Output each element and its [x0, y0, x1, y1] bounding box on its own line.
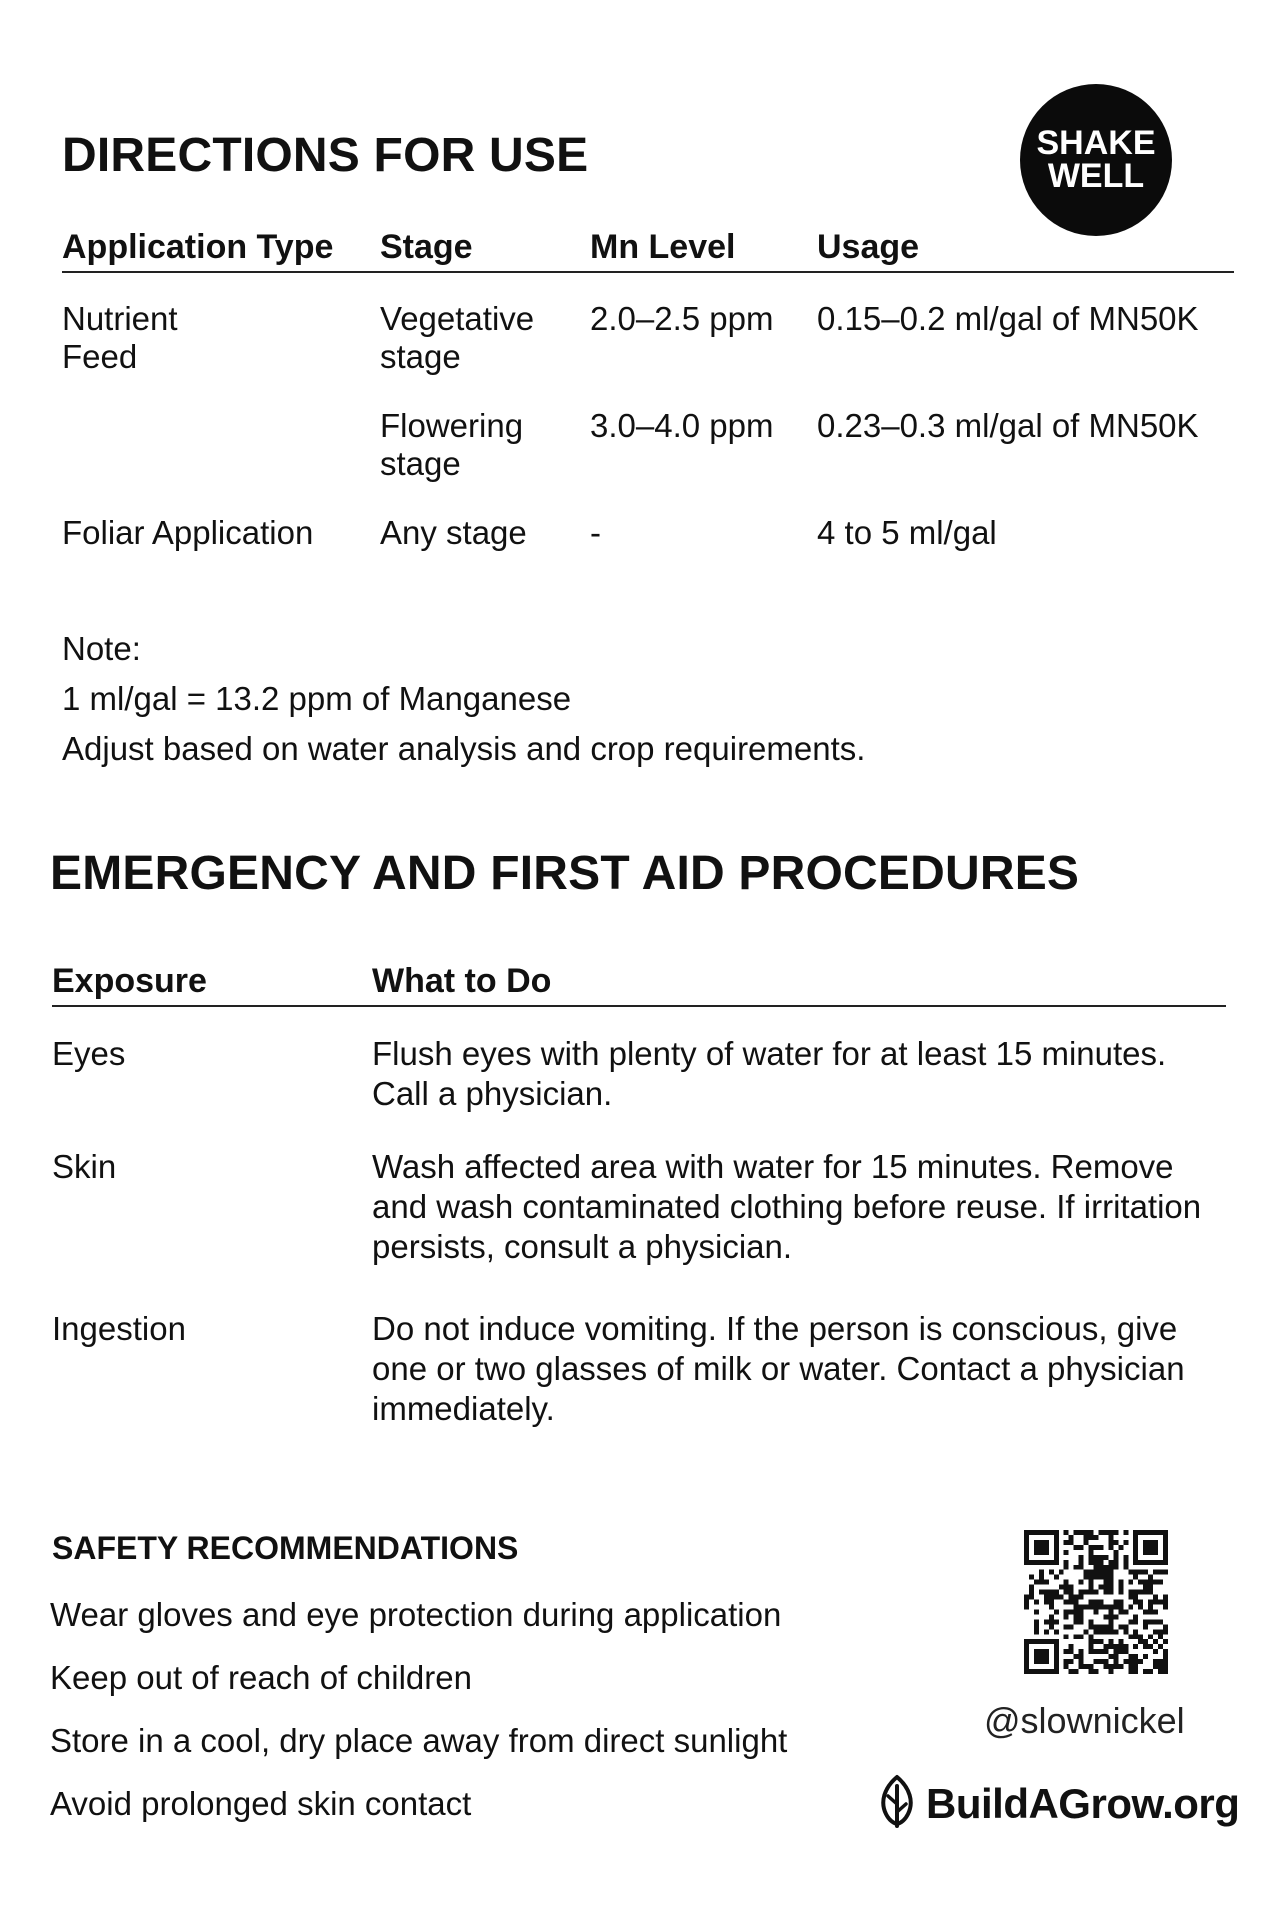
- row3-mn-level: -: [590, 514, 601, 551]
- row2-stage: Flowering stage: [380, 407, 524, 482]
- row1-stage: Vegetative stage: [380, 300, 535, 375]
- qr-code-icon[interactable]: [1024, 1530, 1168, 1674]
- action-ingestion: Do not induce vomiting. If the person is conscious, give one or two glasses of milk or water. Contact a physician immediately.: [372, 1310, 1185, 1427]
- leaf-icon: [876, 1774, 918, 1833]
- note-adjust: Adjust based on water analysis and crop requirements.: [62, 730, 866, 767]
- badge-line-2: WELL: [1047, 157, 1145, 195]
- col-header-stage: Stage: [380, 228, 473, 266]
- first-aid-title: EMERGENCY AND FIRST AID PROCEDURES: [50, 847, 1080, 900]
- col-header-exposure: Exposure: [52, 962, 207, 1000]
- action-skin: Wash affected area with water for 15 minutes. Remove and wash contaminated clothing before reuse. If irritation persists, consult a physician.: [372, 1148, 1202, 1265]
- row3-usage: 4 to 5 ml/gal: [817, 514, 997, 551]
- shake-well-badge: [1020, 84, 1172, 236]
- exposure-eyes: Eyes: [52, 1035, 126, 1072]
- brand-name: BuildAGrow.org: [926, 1779, 1240, 1827]
- directions-title: DIRECTIONS FOR USE: [62, 129, 589, 182]
- row1-application-type: Nutrient Feed: [62, 300, 178, 375]
- col-header-application-type: Application Type: [62, 228, 334, 266]
- exposure-ingestion: Ingestion: [52, 1310, 186, 1347]
- safety-title: SAFETY RECOMMENDATIONS: [52, 1530, 519, 1566]
- safety-item: Store in a cool, dry place away from direct sunlight: [50, 1722, 788, 1759]
- safety-item: Keep out of reach of children: [50, 1659, 472, 1696]
- action-eyes: Flush eyes with plenty of water for at least 15 minutes. Call a physician.: [372, 1035, 1167, 1112]
- exposure-skin: Skin: [52, 1148, 117, 1185]
- row1-mn-level: 2.0–2.5 ppm: [590, 300, 774, 337]
- directions-header-rule: [62, 271, 1234, 273]
- note-label: Note:: [62, 630, 141, 667]
- badge-line-1: SHAKE: [1036, 124, 1156, 162]
- col-header-usage: Usage: [817, 228, 920, 266]
- safety-item: Wear gloves and eye protection during application: [50, 1596, 782, 1633]
- note-conversion: 1 ml/gal = 13.2 ppm of Manganese: [62, 680, 572, 717]
- safety-item: Avoid prolonged skin contact: [50, 1785, 472, 1822]
- row1-usage: 0.15–0.2 ml/gal of MN50K: [817, 300, 1199, 337]
- col-header-mn-level: Mn Level: [590, 228, 736, 266]
- col-header-what-to-do: What to Do: [372, 962, 552, 1000]
- social-handle: @slownickel: [984, 1700, 1185, 1741]
- row3-stage: Any stage: [380, 514, 527, 551]
- row2-mn-level: 3.0–4.0 ppm: [590, 407, 774, 444]
- row2-usage: 0.23–0.3 ml/gal of MN50K: [817, 407, 1199, 444]
- first-aid-header-rule: [52, 1005, 1226, 1007]
- row3-application-type: Foliar Application: [62, 514, 314, 551]
- brand-logo[interactable]: [876, 1774, 1239, 1833]
